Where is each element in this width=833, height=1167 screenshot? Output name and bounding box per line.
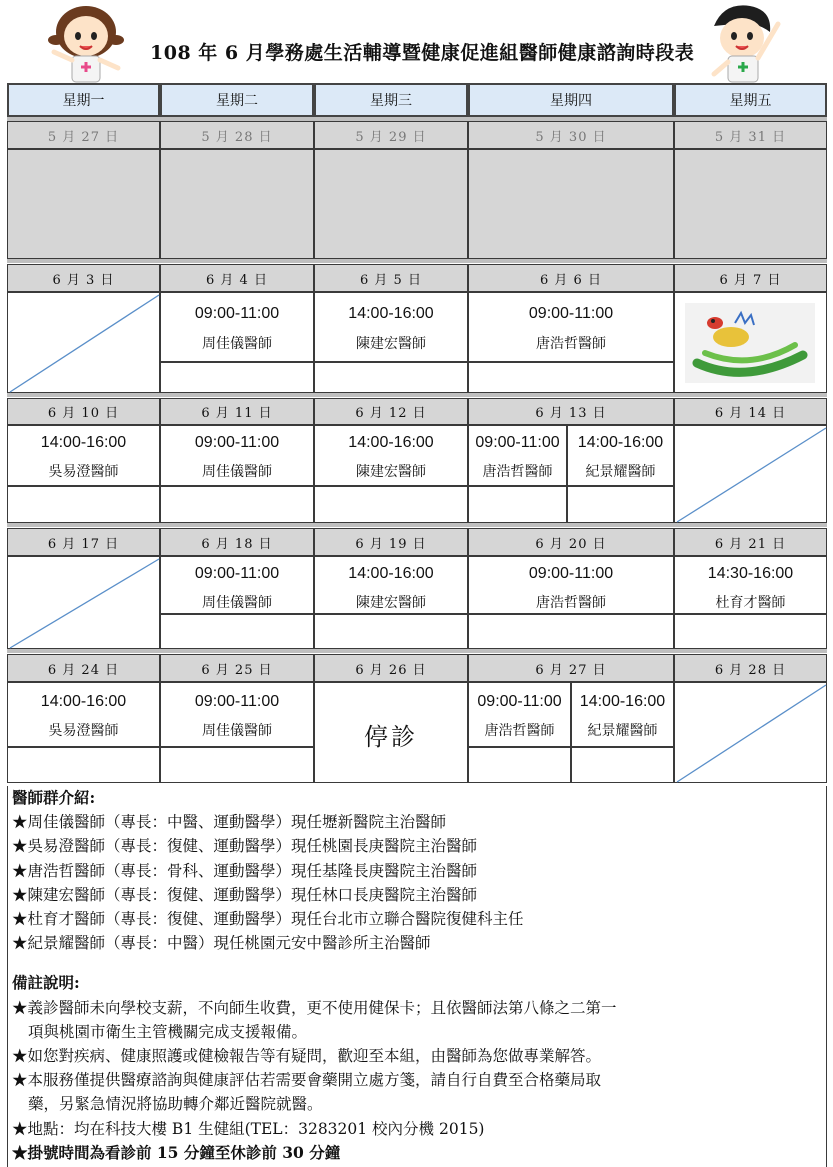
date-cell: 5 月 31 日 — [674, 121, 827, 149]
clinic-slot — [7, 682, 160, 747]
closed-slot — [314, 682, 468, 783]
slot-time: 09:00-11:00 — [194, 305, 280, 322]
clinic-slot — [314, 292, 468, 362]
clinic-slot — [674, 556, 827, 614]
empty-slot — [567, 486, 674, 523]
row-separator — [7, 393, 827, 397]
date-cell: 6 月 20 日 — [468, 528, 674, 556]
slot-time: 09:00-11:00 — [528, 565, 614, 582]
doctor-intro: ★杜育才醫師（專長：復健、運動醫學）現任台北市立聯合醫院復健科主任 — [12, 910, 524, 929]
date-cell: 6 月 12 日 — [314, 398, 468, 425]
clinic-slot — [468, 682, 571, 747]
date-cell: 6 月 4 日 — [160, 264, 314, 292]
slot-time: 14:00-16:00 — [348, 305, 434, 322]
note-line: ★掛號時間為看診前 15 分鐘至休診前 30 分鐘 — [12, 1142, 341, 1162]
weekday-header-tue: 星期二 — [160, 83, 314, 117]
empty-slot — [674, 149, 827, 259]
slot-time: 09:00-11:00 — [475, 434, 560, 451]
girl-mascot-icon — [42, 2, 130, 84]
note-line: ★義診醫師未向學校支薪，不向師生收費，更不使用健保卡；且依醫師法第八條之二第一 — [12, 998, 617, 1017]
empty-slot — [468, 747, 571, 783]
empty-slot — [7, 149, 160, 259]
slot-doctor: 陳建宏醫師 — [356, 464, 426, 480]
row-separator — [7, 523, 827, 527]
diagonal-slash-icon — [675, 426, 828, 524]
empty-slot — [314, 614, 468, 649]
note-line: ★地點：均在科技大樓 B1 生健組(TEL：3283201 校內分機 2015) — [12, 1119, 485, 1138]
slot-time: 09:00-11:00 — [194, 565, 280, 582]
note-line: 藥，另緊急情況將協助轉介鄰近醫院就醫。 — [28, 1095, 323, 1114]
date-cell: 6 月 21 日 — [674, 528, 827, 556]
clinic-slot — [468, 425, 567, 486]
date-cell: 5 月 27 日 — [7, 121, 160, 149]
empty-slot — [314, 486, 468, 523]
dragon-boat-icon — [675, 293, 828, 394]
slot-doctor: 唐浩哲醫師 — [536, 336, 606, 352]
slot-doctor: 唐浩哲醫師 — [536, 595, 606, 611]
clinic-slot — [7, 425, 160, 486]
slot-time: 14:00-16:00 — [348, 565, 434, 582]
boy-mascot-icon — [694, 2, 790, 84]
empty-slot — [314, 149, 468, 259]
weekday-header-mon: 星期一 — [7, 83, 160, 117]
slot-doctor: 紀景耀醫師 — [587, 723, 658, 739]
slot-time: 14:00-16:00 — [40, 693, 127, 710]
clinic-slot — [468, 556, 674, 614]
holiday-slot — [674, 292, 827, 393]
empty-slot — [314, 362, 468, 393]
empty-slot — [7, 747, 160, 783]
empty-slot — [7, 486, 160, 523]
notes-heading: 備註說明: — [12, 973, 80, 993]
weekday-header-thu: 星期四 — [468, 83, 674, 117]
slot-doctor: 周佳儀醫師 — [202, 595, 272, 611]
clinic-slot — [468, 292, 674, 362]
empty-slot — [160, 747, 314, 783]
empty-slot — [160, 614, 314, 649]
diagonal-slash-icon — [8, 293, 161, 394]
empty-slot — [468, 486, 567, 523]
date-cell: 6 月 18 日 — [160, 528, 314, 556]
weekday-header-wed: 星期三 — [314, 83, 468, 117]
slot-doctor: 紀景耀醫師 — [585, 464, 656, 480]
date-cell: 5 月 29 日 — [314, 121, 468, 149]
weekday-header-fri: 星期五 — [674, 83, 827, 117]
no-clinic-slot — [7, 556, 160, 649]
date-cell: 6 月 24 日 — [7, 654, 160, 682]
slot-doctor: 唐浩哲醫師 — [484, 723, 555, 739]
diagonal-slash-icon — [8, 557, 161, 650]
date-cell: 6 月 17 日 — [7, 528, 160, 556]
date-cell: 6 月 7 日 — [674, 264, 827, 292]
doctors-heading: 醫師群介紹: — [12, 788, 96, 807]
doctor-intro: ★周佳儀醫師（專長：中醫、運動醫學）現任壢新醫院主治醫師 — [12, 813, 447, 832]
row-separator — [7, 649, 827, 653]
date-cell: 6 月 27 日 — [468, 654, 674, 682]
row-separator — [7, 259, 827, 263]
clinic-slot — [160, 682, 314, 747]
clinic-slot — [314, 425, 468, 486]
slot-doctor: 周佳儀醫師 — [202, 723, 272, 739]
clinic-slot — [160, 292, 314, 362]
page-header — [0, 0, 833, 84]
date-cell: 5 月 28 日 — [160, 121, 314, 149]
date-cell: 6 月 10 日 — [7, 398, 160, 425]
empty-slot — [160, 149, 314, 259]
empty-slot — [468, 362, 674, 393]
clinic-slot — [160, 556, 314, 614]
info-section — [7, 786, 827, 1167]
slot-time: 09:00-11:00 — [194, 434, 280, 451]
empty-slot — [468, 149, 674, 259]
date-cell: 6 月 28 日 — [674, 654, 827, 682]
slot-doctor: 吳易澄醫師 — [48, 723, 119, 739]
date-cell: 5 月 30 日 — [468, 121, 674, 149]
clinic-slot — [314, 556, 468, 614]
closed-label: 停診 — [364, 723, 418, 751]
diagonal-slash-icon — [675, 683, 828, 784]
slot-doctor: 吳易澄醫師 — [48, 464, 119, 480]
date-cell: 6 月 26 日 — [314, 654, 468, 682]
slot-doctor: 杜育才醫師 — [715, 595, 786, 611]
doctor-intro: ★唐浩哲醫師（專長：骨科、運動醫學）現任基隆長庚醫院主治醫師 — [12, 861, 478, 880]
page-title: 108 年 6 月學務處生活輔導暨健康促進組醫師健康諮詢時段表 — [150, 42, 695, 64]
no-clinic-slot — [674, 682, 827, 783]
no-clinic-slot — [7, 292, 160, 393]
clinic-slot — [160, 425, 314, 486]
date-cell: 6 月 3 日 — [7, 264, 160, 292]
doctor-intro: ★陳建宏醫師（專長：復健、運動醫學）現任林口長庚醫院主治醫師 — [12, 885, 478, 904]
empty-slot — [674, 614, 827, 649]
slot-time: 09:00-11:00 — [528, 305, 614, 322]
date-cell: 6 月 13 日 — [468, 398, 674, 425]
slot-time: 14:00-16:00 — [579, 693, 666, 710]
no-clinic-slot — [674, 425, 827, 523]
note-line: 項與桃園市衛生主管機關完成支援報備。 — [28, 1022, 308, 1041]
clinic-slot — [567, 425, 674, 486]
slot-time: 14:00-16:00 — [40, 434, 127, 451]
empty-slot — [571, 747, 674, 783]
empty-slot — [160, 362, 314, 393]
slot-time: 14:00-16:00 — [348, 434, 434, 451]
doctor-intro: ★紀景耀醫師（專長：中醫）現任桃園元安中醫診所主治醫師 — [12, 934, 431, 953]
date-cell: 6 月 5 日 — [314, 264, 468, 292]
slot-time: 09:00-11:00 — [194, 693, 280, 710]
date-cell: 6 月 14 日 — [674, 398, 827, 425]
date-cell: 6 月 6 日 — [468, 264, 674, 292]
slot-time: 14:00-16:00 — [577, 434, 664, 451]
slot-doctor: 唐浩哲醫師 — [482, 464, 553, 480]
slot-time: 14:30-16:00 — [707, 565, 794, 582]
slot-doctor: 周佳儀醫師 — [202, 464, 272, 480]
date-cell: 6 月 11 日 — [160, 398, 314, 425]
doctor-intro: ★吳易澄醫師（專長：復健、運動醫學）現任桃園長庚醫院主治醫師 — [12, 837, 478, 856]
slot-doctor: 陳建宏醫師 — [356, 336, 426, 352]
note-line: ★本服務僅提供醫療諮詢與健康評估若需要會藥開立處方箋，請自行自費至合格藥局取 — [12, 1071, 602, 1090]
slot-time: 09:00-11:00 — [477, 693, 562, 710]
empty-slot — [160, 486, 314, 523]
note-line: ★如您對疾病、健康照護或健檢報告等有疑問，歡迎至本組，由醫師為您做專業解答。 — [12, 1047, 602, 1066]
slot-doctor: 周佳儀醫師 — [202, 336, 272, 352]
empty-slot — [468, 614, 674, 649]
date-cell: 6 月 19 日 — [314, 528, 468, 556]
date-cell: 6 月 25 日 — [160, 654, 314, 682]
clinic-slot — [571, 682, 674, 747]
slot-doctor: 陳建宏醫師 — [356, 595, 426, 611]
